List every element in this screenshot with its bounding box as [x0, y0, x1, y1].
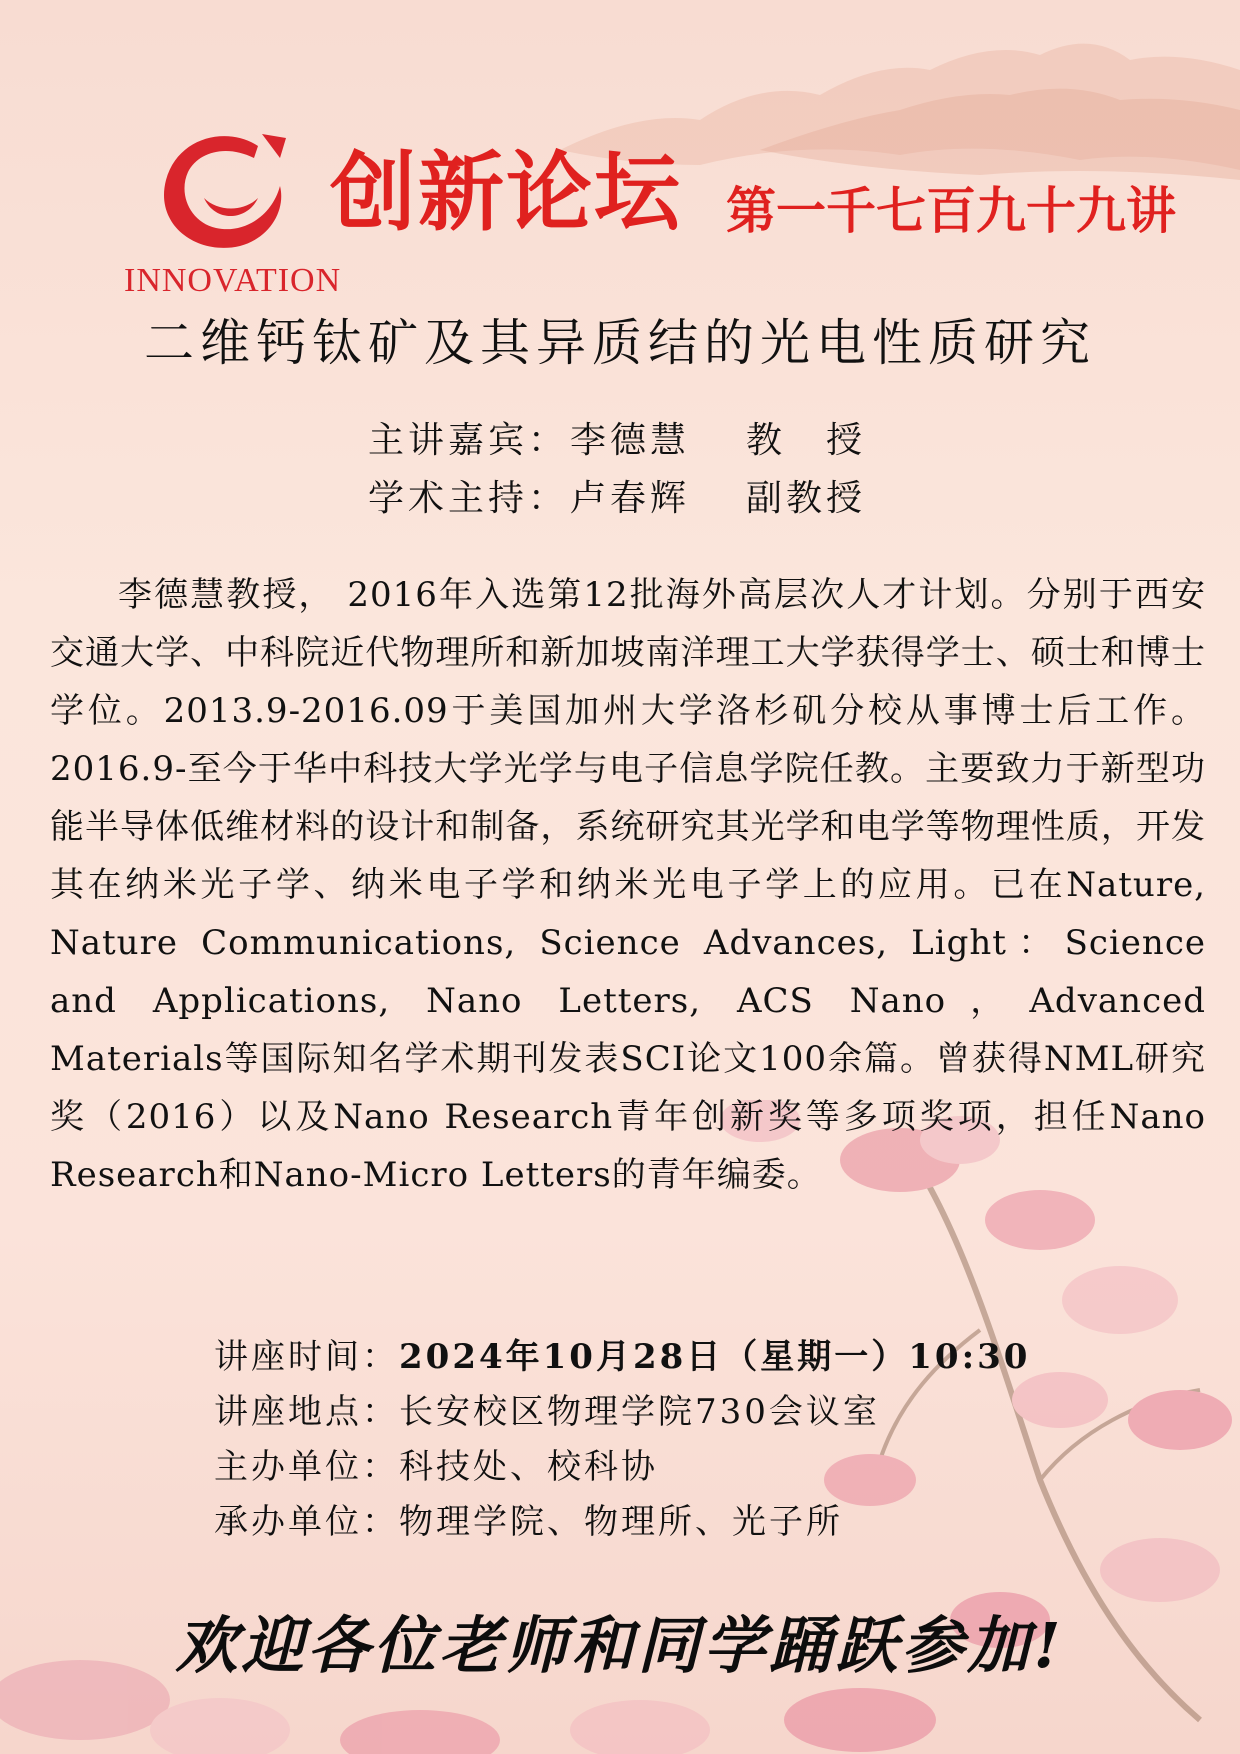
host-name: 卢春辉	[570, 478, 691, 519]
welcome-message: 欢迎各位老师和同学踊跃参加!	[175, 1609, 1065, 1682]
time-row	[214, 1330, 1030, 1385]
host-row	[368, 470, 866, 528]
organizer-row	[214, 1440, 1030, 1495]
logo-text: INNOVATION	[124, 262, 342, 299]
host-title: 副教授	[746, 478, 867, 519]
people-block	[368, 412, 866, 528]
co-organizer-value: 物理学院、物理所、光子所	[399, 1502, 843, 1542]
poster-header	[0, 0, 1240, 310]
time-value: 2024年10月28日（星期一）10:30	[399, 1337, 1031, 1377]
talk-title: 二维钙钛矿及其异质结的光电性质研究	[144, 314, 1096, 372]
speaker-name: 李德慧	[570, 420, 691, 461]
forum-name: 创新论坛	[330, 143, 682, 243]
place-value: 长安校区物理学院730会议室	[399, 1392, 880, 1432]
organizer-value: 科技处、校科协	[399, 1447, 658, 1487]
lecture-number: 第一千七百九十九讲	[726, 182, 1176, 240]
co-organizer-row	[214, 1495, 1030, 1550]
time-label: 讲座时间：	[214, 1337, 399, 1377]
host-label: 学术主持：	[368, 478, 569, 519]
organizer-label: 主办单位：	[214, 1447, 399, 1487]
co-organizer-label: 承办单位：	[214, 1502, 399, 1542]
speaker-row	[368, 412, 866, 470]
innovation-logo-icon	[158, 128, 288, 254]
place-label: 讲座地点：	[214, 1392, 399, 1432]
speaker-biography: 李德慧教授， 2016年入选第12批海外高层次人才计划。分别于西安交通大学、中科院近代物理所和新加坡南洋理工大学获得学士、硕士和博士学位。2013.9-2016.09于美国加州大学洛杉矶分校从事博士后工作。2016.9-至今于华中科技大学光学与电子信息学院任教。主要致力于新型功能半导体低维材料的设计和制备，系统研究其光学和电学等物理性质，开发其在纳米光子学、纳米电子学和纳米光电子学上的应用。已在Nature, Nature Communications, Science Advances, Light：Science and Applications, Nano Letters, ACS Nano，Advanced Materials等国际知名学术期刊发表SCI论文100余篇。曾获得NML研究奖（2016）以及Nano Research青年创新奖等多项奖项，担任Nano Research和Nano-Micro Letters的青年编委。	[50, 575, 1206, 1195]
speaker-label: 主讲嘉宾：	[368, 420, 569, 461]
speaker-title: 教 授	[746, 420, 867, 461]
lecture-details	[214, 1330, 1030, 1550]
place-row	[214, 1385, 1030, 1440]
